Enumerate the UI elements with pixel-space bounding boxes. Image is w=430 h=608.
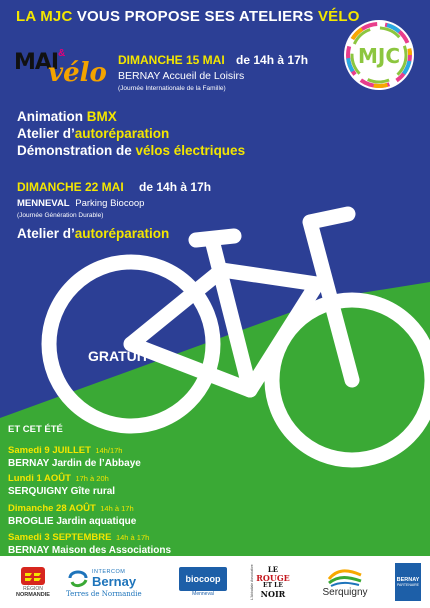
activity-item xyxy=(17,125,245,142)
biocoop-badge xyxy=(179,567,227,591)
mjc-logo xyxy=(342,18,416,92)
summer-event-place: BROGLIE Jardin aquatique xyxy=(8,516,137,527)
event2-datetime xyxy=(17,180,211,194)
activity-prefix: Démonstration de xyxy=(17,143,136,158)
activity-highlight: BMX xyxy=(86,109,117,124)
header-middle: VOUS PROPOSE SES ATELIERS xyxy=(72,8,318,25)
summer-event xyxy=(8,498,136,527)
event2-activity xyxy=(17,226,169,241)
lerouge-2: ROUGE xyxy=(256,573,290,583)
summer-event-date: Samedi 9 JUILLET xyxy=(8,445,91,456)
event1-datetime xyxy=(118,53,308,67)
bernay-badge xyxy=(395,563,421,601)
summer-event xyxy=(8,440,141,469)
logo-velo-text: vélo xyxy=(48,58,107,88)
summer-event-place: SERQUIGNY Gîte rural xyxy=(8,486,116,497)
header-prefix: LA MJC xyxy=(16,8,73,25)
summer-event-time: 14h/17h xyxy=(95,446,123,455)
serquigny-logo xyxy=(310,562,380,602)
region-shield-icon xyxy=(20,566,46,586)
event2-note: (Journée Génération Durable) xyxy=(17,212,104,219)
biocoop-logo xyxy=(176,562,230,602)
summer-title: ET CET ÉTÉ xyxy=(8,424,63,435)
region-line2: NORMANDIE xyxy=(16,592,50,598)
free-label: GRATUIT xyxy=(88,348,150,364)
lerouge-3: ET LE xyxy=(263,582,283,589)
activity-prefix: Atelier d’ xyxy=(17,126,75,141)
event2-time: de 14h à 17h xyxy=(139,180,212,194)
summer-event-place: BERNAY Maison des Associations xyxy=(8,545,172,556)
lerouge-1: LE xyxy=(267,565,279,574)
intercom-swirl-icon xyxy=(66,566,90,590)
activity-item xyxy=(17,108,245,125)
activity-item xyxy=(17,142,245,159)
event2-town: MENNEVAL xyxy=(17,198,70,209)
poster-header xyxy=(16,8,360,25)
lerouge-4: NOIR xyxy=(260,589,286,599)
logo-amp: & xyxy=(58,48,66,59)
summer-event-date: Dimanche 28 AOÛT xyxy=(8,503,96,514)
intercom-sub: Terres de Normandie xyxy=(66,590,142,598)
event2-date: DIMANCHE 22 MAI xyxy=(17,180,124,194)
region-line1: RÉGION xyxy=(23,586,43,592)
summer-event-date: Samedi 3 SEPTEMBRE xyxy=(8,532,112,543)
event2-activity-prefix: Atelier d’ xyxy=(17,226,75,241)
mai-velo-logo xyxy=(14,48,106,92)
summer-event xyxy=(8,527,171,556)
summer-event-place: BERNAY Jardin de l’Abbaye xyxy=(8,458,141,469)
activities-list xyxy=(17,108,245,159)
summer-event-time: 17h à 20h xyxy=(75,474,109,483)
event1-note: (Journée Internationale de la Famille) xyxy=(118,85,226,92)
mjc-logo-text: MJC xyxy=(357,44,401,68)
lerouge-side-text: L'Abbatiale Associative xyxy=(250,564,255,600)
event1-date: DIMANCHE 15 MAI xyxy=(118,53,225,67)
event1-place: BERNAY Accueil de Loisirs xyxy=(118,70,245,82)
summer-event xyxy=(8,468,115,497)
header-highlight: VÉLO xyxy=(317,8,360,25)
biocoop-text: biocoop xyxy=(185,574,221,584)
bernay-sub: PARTENAIRE xyxy=(396,583,420,587)
logo-mai-text: MAI xyxy=(14,50,59,75)
intercom-small: INTERCOM xyxy=(92,568,126,575)
activity-prefix: Animation xyxy=(17,109,87,124)
bernay-city-logo xyxy=(394,562,422,602)
bernay-text: BERNAY xyxy=(396,577,420,583)
event1-time: de 14h à 17h xyxy=(236,53,309,67)
serquigny-text: Serquigny xyxy=(322,586,368,598)
intercom-main: Bernay xyxy=(92,573,137,589)
event2-place: Parking Biocoop xyxy=(75,198,145,209)
serquigny-wave-icon xyxy=(327,567,363,587)
summer-event-date: Lundi 1 AOÛT xyxy=(8,473,71,484)
activity-highlight: vélos électriques xyxy=(135,143,246,158)
event2-activity-highlight: autoréparation xyxy=(74,226,170,241)
le-rouge-et-le-noir-logo xyxy=(240,562,300,602)
activity-highlight: autoréparation xyxy=(74,126,170,141)
summer-event-time: 14h à 17h xyxy=(100,504,134,513)
event2-place-line xyxy=(17,198,144,209)
biocoop-sub: Menneval xyxy=(192,591,214,597)
region-normandie-logo xyxy=(8,562,58,602)
bicycle-seat-post xyxy=(196,236,234,240)
summer-event-time: 14h à 17h xyxy=(115,533,150,542)
partners-footer xyxy=(0,556,430,608)
intercom-bernay-logo xyxy=(66,562,170,602)
